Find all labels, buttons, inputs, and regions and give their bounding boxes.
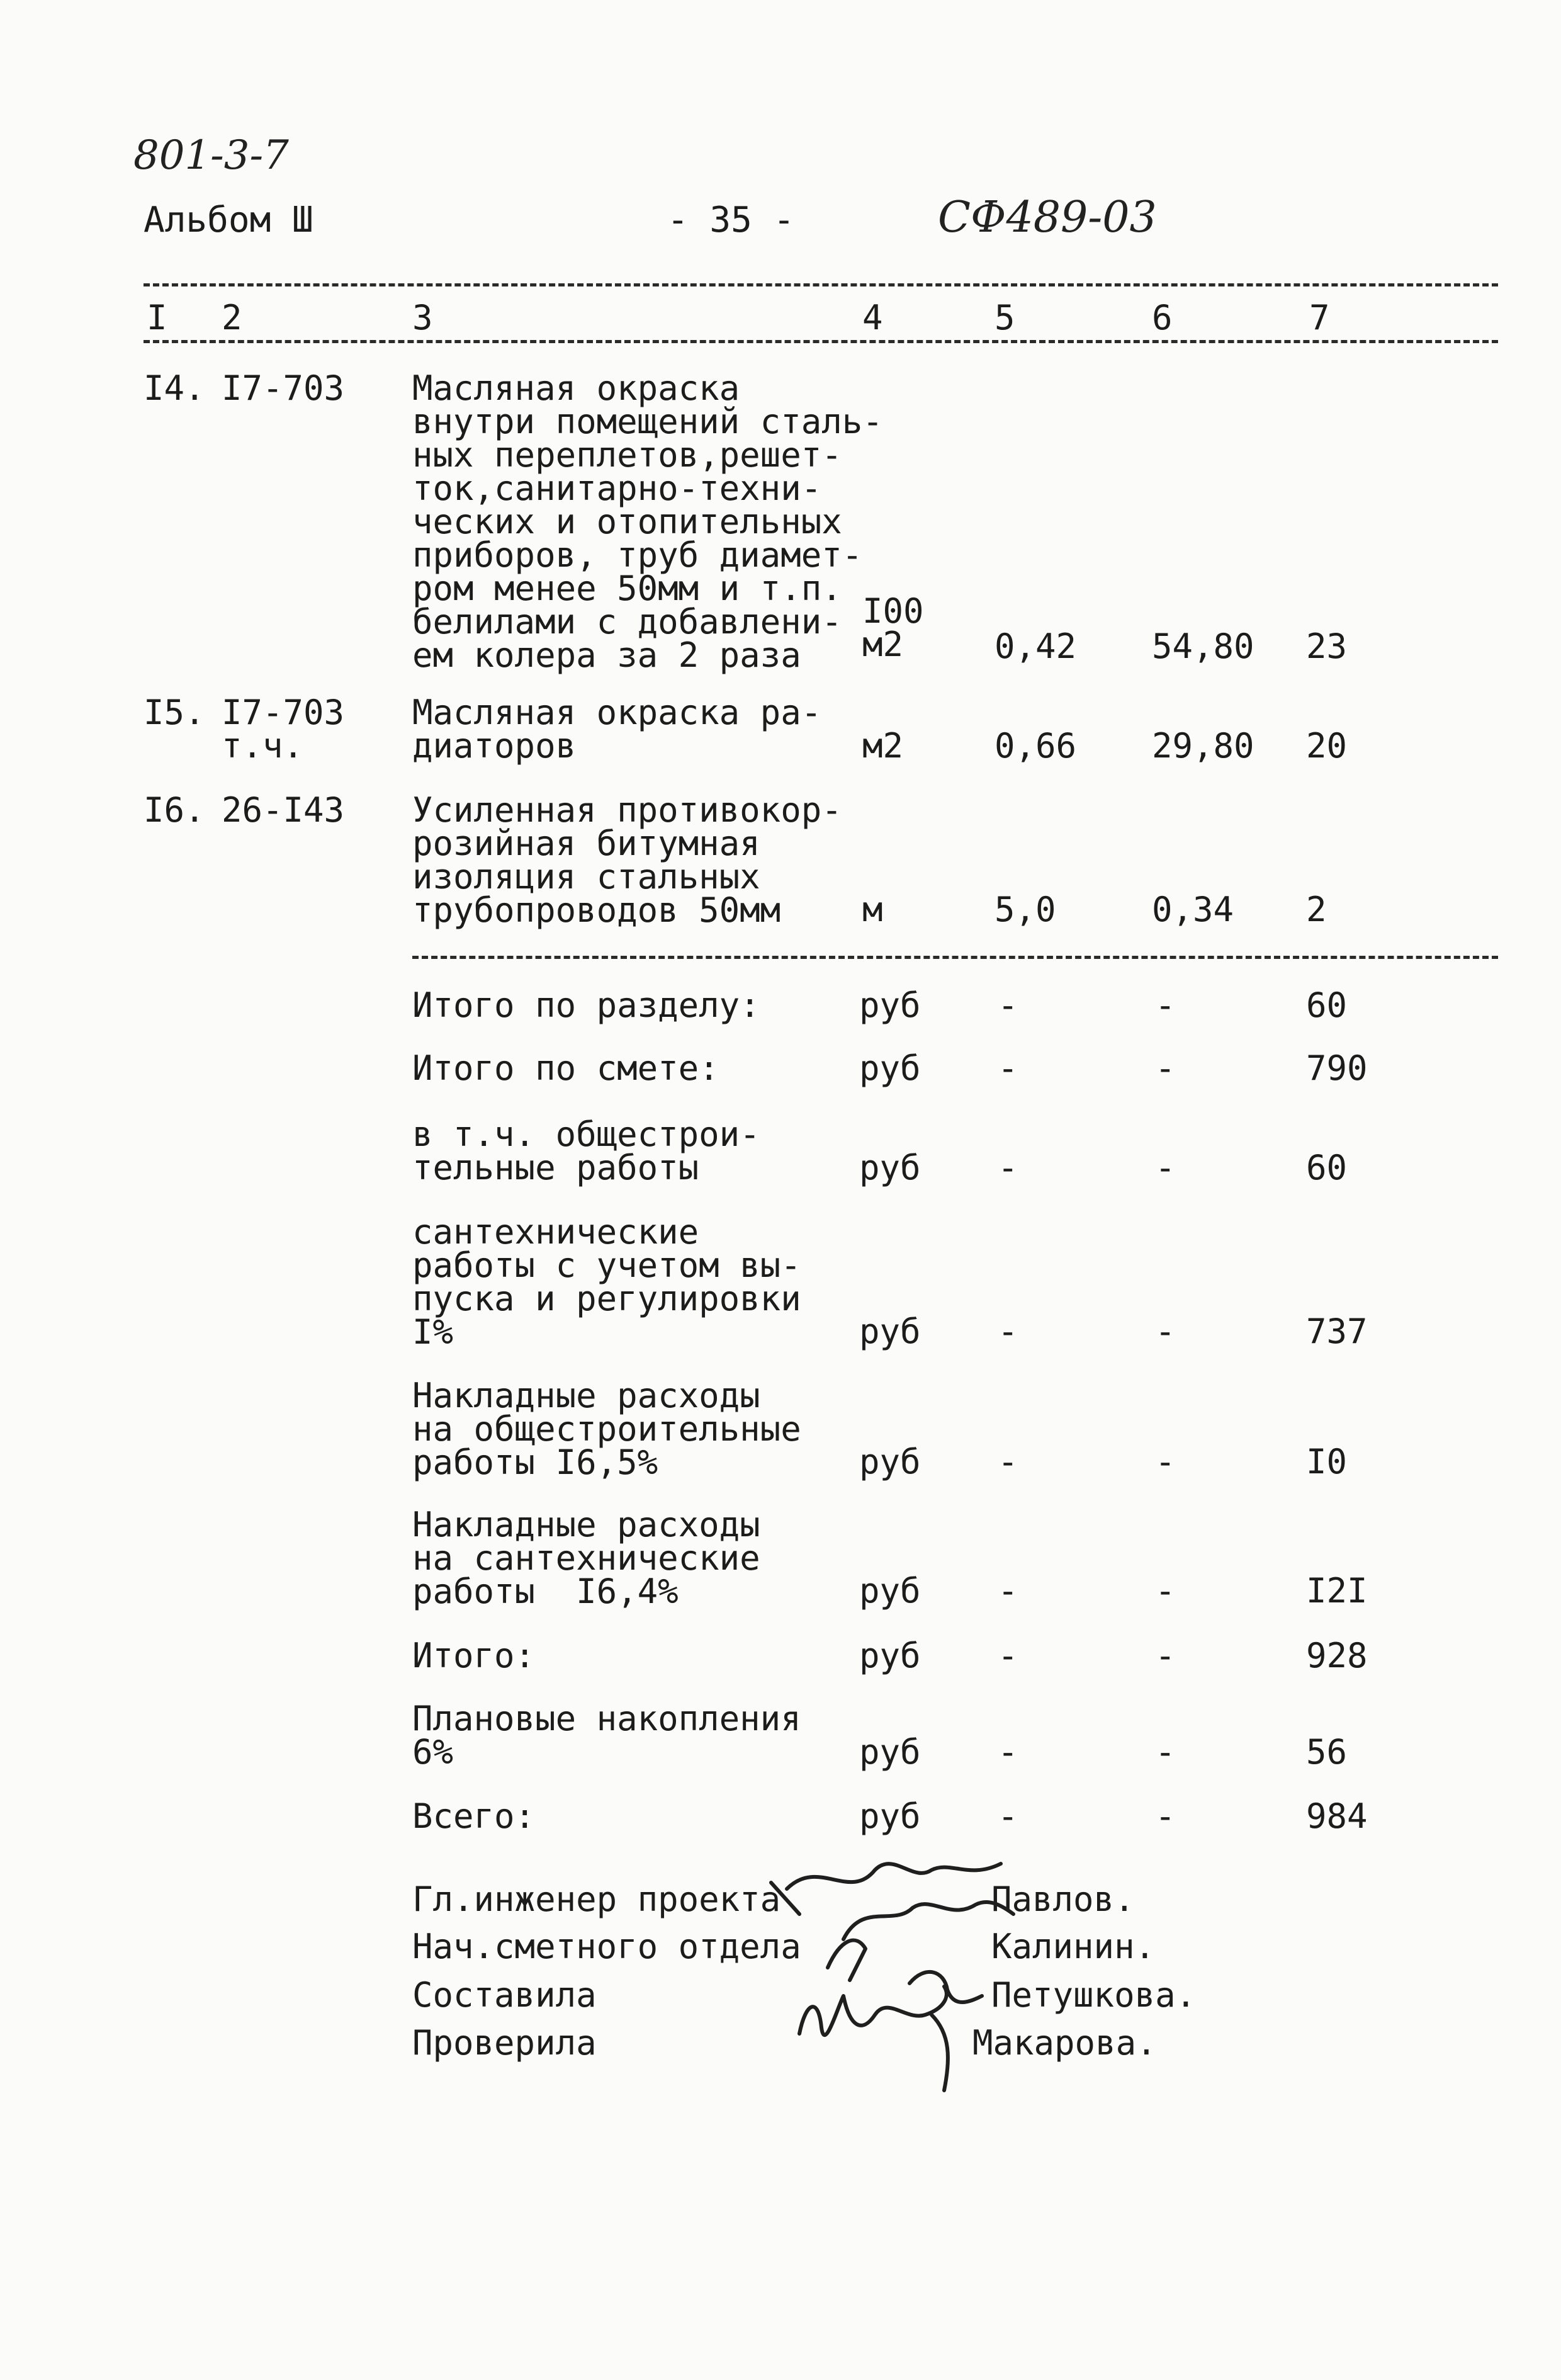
row-col7: 20 bbox=[1306, 726, 1348, 766]
total-col6: - bbox=[1155, 1312, 1176, 1351]
row-code: 26-I43 bbox=[222, 790, 345, 830]
row-col6: 29,80 bbox=[1152, 726, 1254, 766]
total-unit: руб bbox=[859, 1312, 921, 1351]
total-label: сантехнические работы с учетом вы- пуска и регулировки I% bbox=[412, 1212, 801, 1352]
total-col7: 790 bbox=[1306, 1048, 1368, 1088]
total-col5: - bbox=[998, 985, 1018, 1025]
total-col7: 60 bbox=[1306, 1148, 1348, 1187]
col-header-1: I bbox=[147, 298, 167, 337]
total-col5: - bbox=[998, 1148, 1018, 1187]
total-col5: - bbox=[998, 1442, 1018, 1482]
handwritten-signatures bbox=[762, 1845, 1026, 2084]
total-col6: - bbox=[1155, 1732, 1176, 1772]
total-col7: I0 bbox=[1306, 1442, 1348, 1482]
total-col6: - bbox=[1155, 1796, 1176, 1836]
total-unit: руб bbox=[859, 1442, 921, 1482]
total-col7: I2I bbox=[1306, 1571, 1368, 1611]
row-col6: 54,80 bbox=[1152, 626, 1254, 666]
header-rule bbox=[144, 340, 1498, 343]
row-number: I4. bbox=[144, 368, 205, 408]
total-col6: - bbox=[1155, 1636, 1176, 1675]
total-unit: руб bbox=[859, 1636, 921, 1675]
series-code: СФ489-03 bbox=[938, 193, 1157, 242]
row-col5: 0,42 bbox=[995, 626, 1077, 666]
total-label: Итого: bbox=[412, 1636, 536, 1675]
row-description: Усиленная противокор- розийная битумная изоляция стальных трубопроводов 50мм bbox=[412, 790, 842, 930]
total-col6: - bbox=[1155, 985, 1176, 1025]
top-rule bbox=[144, 283, 1498, 286]
total-col5: - bbox=[998, 1796, 1018, 1836]
total-col7: 737 bbox=[1306, 1312, 1368, 1351]
total-col7: 60 bbox=[1306, 985, 1348, 1025]
total-col6: - bbox=[1155, 1048, 1176, 1088]
total-col5: - bbox=[998, 1048, 1018, 1088]
total-unit: руб bbox=[859, 1571, 921, 1611]
total-label: Накладные расходы на общестроительные работы I6,5% bbox=[412, 1376, 801, 1482]
total-label: Накладные расходы на сантехнические работы I6,4% bbox=[412, 1505, 760, 1611]
signature-role: Гл.инженер проекта bbox=[412, 1879, 781, 1919]
row-description: Масляная окраска ра- диаторов bbox=[412, 693, 822, 766]
page-number: - 35 - bbox=[667, 200, 795, 241]
totals-rule bbox=[412, 956, 1498, 959]
col-header-4: 4 bbox=[862, 298, 883, 337]
row-unit: I00 м2 bbox=[862, 591, 924, 664]
total-col5: - bbox=[998, 1571, 1018, 1611]
row-description: Масляная окраска внутри помещений сталь- ных переплетов,решет- ток,санитарно-техни- ческих и отопительных приборов, труб диамет- ром менее 50мм и т.п. белилами с добавлени- ем колера за 2 раза bbox=[412, 368, 883, 675]
total-label: Плановые накопления 6% bbox=[412, 1699, 801, 1772]
signature-name: Петушкова. bbox=[991, 1975, 1197, 2015]
signature-role: Проверила bbox=[412, 2023, 597, 2063]
total-unit: руб bbox=[859, 985, 921, 1025]
total-col6: - bbox=[1155, 1571, 1176, 1611]
total-unit: руб bbox=[859, 1148, 921, 1187]
total-unit: руб bbox=[859, 1048, 921, 1088]
row-code: I7-703 bbox=[222, 693, 345, 732]
row-col5: 5,0 bbox=[995, 890, 1056, 929]
row-code-note: т.ч. bbox=[222, 726, 304, 766]
album-label: Альбом Ш bbox=[144, 200, 313, 241]
col-header-2: 2 bbox=[222, 298, 242, 337]
total-label: Итого по разделу: bbox=[412, 985, 760, 1025]
signature-role: Нач.сметного отдела bbox=[412, 1927, 801, 1966]
total-col7: 928 bbox=[1306, 1636, 1368, 1675]
total-label: в т.ч. общестрои- тельные работы bbox=[412, 1114, 760, 1187]
total-col5: - bbox=[998, 1732, 1018, 1772]
signature-role: Составила bbox=[412, 1975, 597, 2015]
col-header-3: 3 bbox=[412, 298, 433, 337]
total-label: Всего: bbox=[412, 1796, 536, 1836]
row-unit: м bbox=[862, 890, 883, 929]
signature-name: Павлов. bbox=[991, 1879, 1135, 1919]
row-number: I5. bbox=[144, 693, 205, 732]
row-col7: 2 bbox=[1306, 890, 1327, 929]
total-col7: 984 bbox=[1306, 1796, 1368, 1836]
row-number: I6. bbox=[144, 790, 205, 830]
row-col7: 23 bbox=[1306, 626, 1348, 666]
total-col5: - bbox=[998, 1312, 1018, 1351]
total-unit: руб bbox=[859, 1732, 921, 1772]
total-col6: - bbox=[1155, 1148, 1176, 1187]
col-header-5: 5 bbox=[995, 298, 1015, 337]
total-col6: - bbox=[1155, 1442, 1176, 1482]
total-col7: 56 bbox=[1306, 1732, 1348, 1772]
total-label: Итого по смете: bbox=[412, 1048, 719, 1088]
handwritten-code: 801-3-7 bbox=[133, 132, 289, 179]
col-header-7: 7 bbox=[1309, 298, 1330, 337]
signature-name: Калинин. bbox=[991, 1927, 1156, 1966]
row-unit: м2 bbox=[862, 726, 904, 766]
col-header-6: 6 bbox=[1152, 298, 1173, 337]
total-unit: руб bbox=[859, 1796, 921, 1836]
row-col5: 0,66 bbox=[995, 726, 1077, 766]
total-col5: - bbox=[998, 1636, 1018, 1675]
row-code: I7-703 bbox=[222, 368, 345, 408]
row-col6: 0,34 bbox=[1152, 890, 1234, 929]
signature-name: Макарова. bbox=[972, 2023, 1157, 2063]
